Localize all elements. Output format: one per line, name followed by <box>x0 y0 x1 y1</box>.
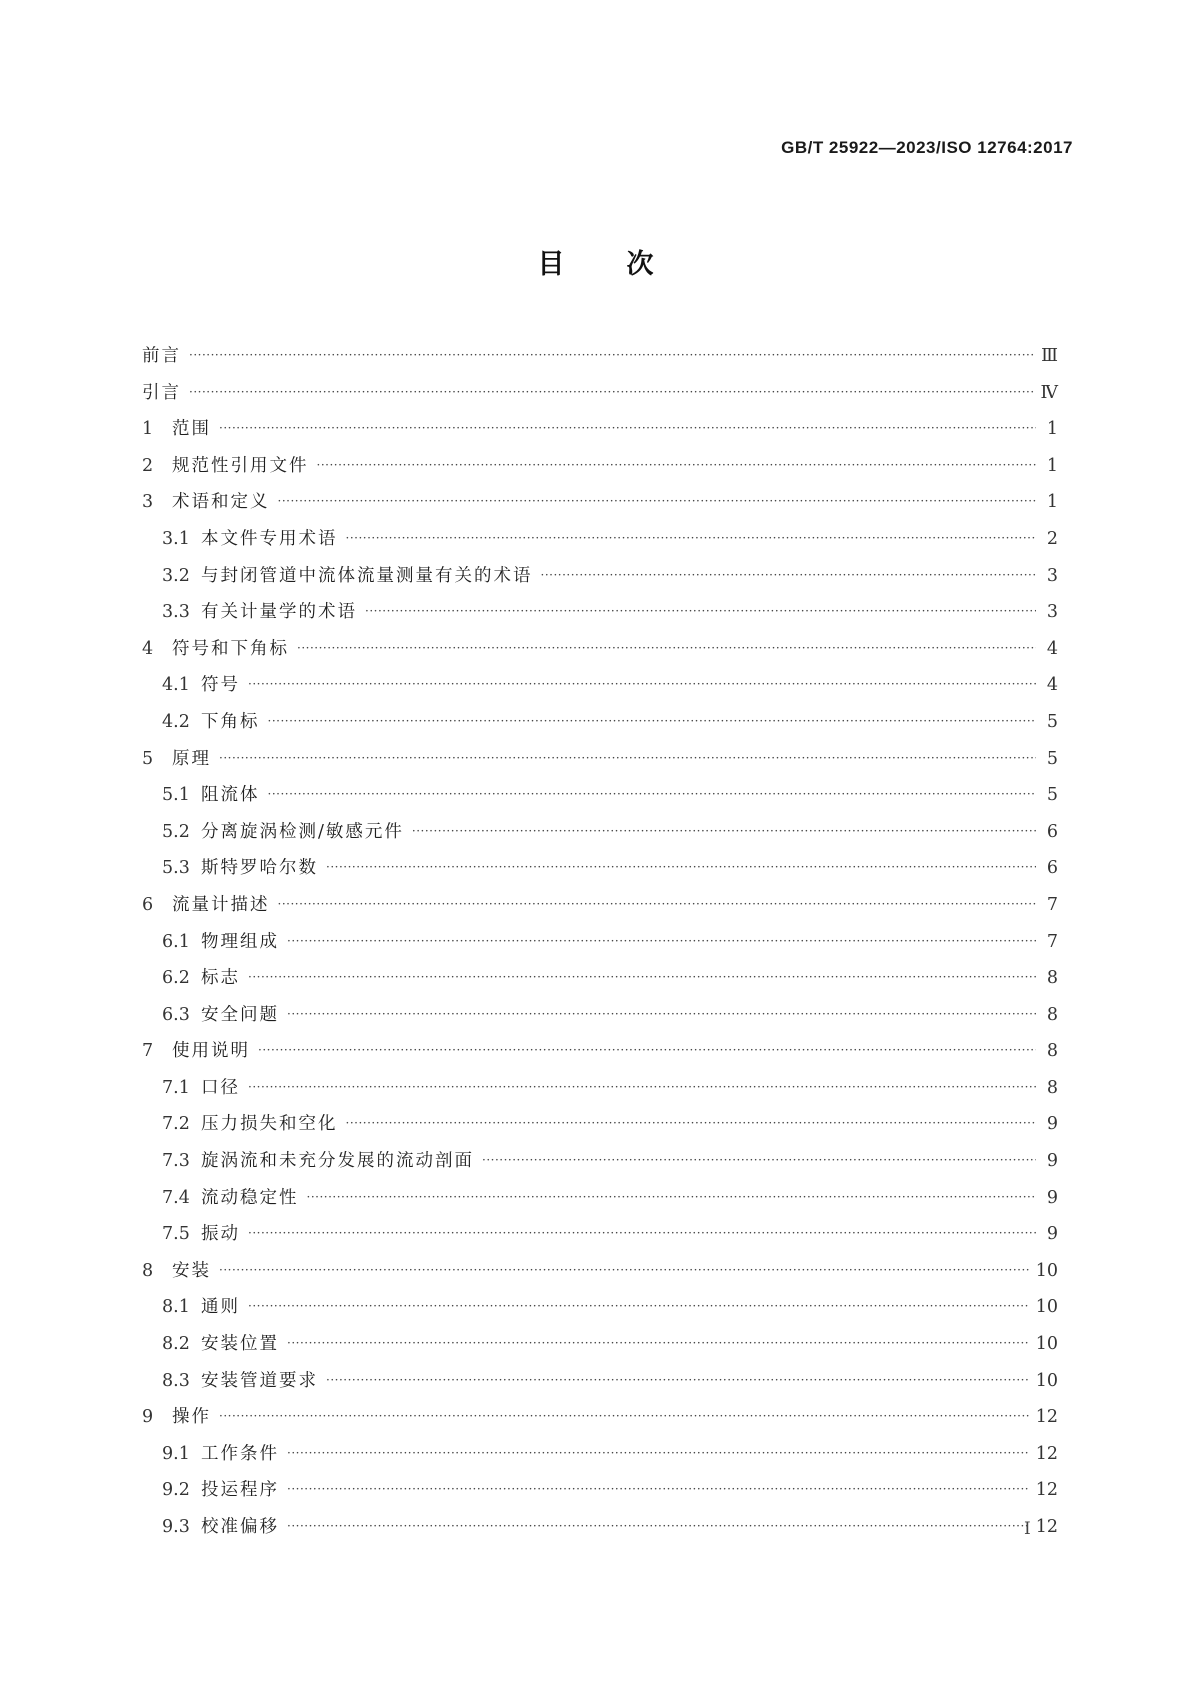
page-number: I <box>1024 1519 1031 1539</box>
toc-entry[interactable] <box>142 887 1058 924</box>
toc-dot-leader <box>297 630 1036 667</box>
toc-entry-page: 1 <box>1046 492 1058 513</box>
toc-entry[interactable] <box>142 1180 1058 1217</box>
toc-dot-leader <box>258 1032 1036 1069</box>
toc-dot-leader <box>268 776 1037 813</box>
toc-entry-page: Ⅲ <box>1041 346 1058 366</box>
toc-dot-leader <box>326 1362 1030 1399</box>
toc-entry-label: 安装管道要求 <box>201 1370 318 1391</box>
toc-entry-page: 12 <box>1035 1480 1058 1501</box>
toc-entry-number: 2 <box>142 455 154 476</box>
toc-entry[interactable] <box>142 1253 1058 1290</box>
toc-dot-leader <box>219 410 1036 447</box>
toc-entry[interactable] <box>142 924 1058 961</box>
toc-entry-number: 4.1 <box>162 675 190 696</box>
toc-dot-leader <box>189 337 1035 374</box>
toc-entry-page: Ⅳ <box>1040 382 1058 403</box>
toc-entry-page: 5 <box>1046 711 1058 732</box>
toc-entry-number: 5.3 <box>162 858 190 879</box>
toc-entry-page: 10 <box>1035 1370 1058 1391</box>
toc-entry-page: 7 <box>1046 931 1058 952</box>
toc-entry[interactable] <box>142 411 1058 448</box>
toc-entry-number: 8.1 <box>162 1297 190 1318</box>
toc-entry-number: 7.1 <box>162 1077 190 1098</box>
toc-dot-leader <box>541 557 1037 594</box>
toc-entry-label: 流动稳定性 <box>201 1187 299 1208</box>
toc-entry[interactable] <box>142 484 1058 521</box>
toc-dot-leader <box>317 447 1037 484</box>
toc-entry[interactable] <box>142 667 1058 704</box>
page-title: 目次 <box>537 249 716 280</box>
toc-entry-label: 本文件专用术语 <box>201 528 338 549</box>
toc-entry-number: 5.2 <box>162 821 190 842</box>
toc-entry-number: 7 <box>142 1041 154 1062</box>
toc-entry[interactable] <box>142 1289 1058 1326</box>
toc-entry-number: 7.5 <box>162 1224 190 1245</box>
toc-dot-leader <box>287 923 1036 960</box>
toc-entry-page: 9 <box>1046 1187 1058 1208</box>
toc-entry-label: 旋涡流和未充分发展的流动剖面 <box>201 1151 474 1172</box>
toc-entry-number: 6.3 <box>162 1004 190 1025</box>
toc-entry[interactable] <box>142 1509 1058 1546</box>
toc-entry[interactable] <box>142 814 1058 851</box>
toc-dot-leader <box>248 1288 1030 1325</box>
toc-entry-number: 7.3 <box>162 1151 190 1172</box>
toc-dot-leader <box>287 1471 1030 1508</box>
toc-entry-page: 10 <box>1035 1260 1058 1281</box>
toc-entry-label: 有关计量学的术语 <box>201 602 357 623</box>
toc-entry[interactable] <box>142 960 1058 997</box>
toc-entry-page: 8 <box>1046 1004 1058 1025</box>
toc-entry-label: 符号 <box>201 675 240 696</box>
toc-entry-page: 12 <box>1035 1443 1058 1464</box>
toc-entry-page: 9 <box>1046 1224 1058 1245</box>
toc-dot-leader <box>365 593 1036 630</box>
toc-entry-page: 9 <box>1046 1114 1058 1135</box>
toc-entry[interactable] <box>142 741 1058 778</box>
toc-entry-label: 术语和定义 <box>172 492 270 513</box>
toc-entry-page: 6 <box>1046 858 1058 879</box>
toc-entry-label: 安全问题 <box>201 1004 279 1025</box>
toc-entry-label: 通则 <box>201 1297 240 1318</box>
toc-entry[interactable] <box>142 1472 1058 1509</box>
toc-entry-page: 3 <box>1046 565 1058 586</box>
toc-entry-number: 9.2 <box>162 1480 190 1501</box>
toc-entry-page: 10 <box>1035 1297 1058 1318</box>
toc-entry-label: 分离旋涡检测/敏感元件 <box>201 821 404 842</box>
toc-entry-label: 引言 <box>142 382 181 403</box>
toc-entry-label: 振动 <box>201 1224 240 1245</box>
toc-entry-page: 8 <box>1046 1077 1058 1098</box>
toc-dot-leader <box>287 996 1036 1033</box>
toc-entry-page: 4 <box>1046 638 1058 659</box>
toc-entry-label: 口径 <box>201 1077 240 1098</box>
toc-dot-leader <box>248 1069 1036 1106</box>
toc-entry-page: 2 <box>1046 528 1058 549</box>
toc-dot-leader <box>219 1398 1030 1435</box>
toc-entry-label: 校准偏移 <box>201 1517 279 1537</box>
toc-entry[interactable] <box>142 1143 1058 1180</box>
toc-entry-page: 1 <box>1046 455 1058 476</box>
toc-entry-number: 6 <box>142 894 154 915</box>
toc-dot-leader <box>278 483 1037 520</box>
toc-entry-label: 规范性引用文件 <box>172 455 309 476</box>
toc-entry-page: 7 <box>1046 894 1058 915</box>
toc-dot-leader <box>482 1142 1036 1179</box>
toc-dot-leader <box>248 959 1036 996</box>
toc-dot-leader <box>326 849 1036 886</box>
toc-entry-page: 8 <box>1046 968 1058 989</box>
toc-dot-leader <box>219 1252 1030 1289</box>
toc-entry-label: 与封闭管道中流体流量测量有关的术语 <box>201 565 533 586</box>
standard-number: GB/T 25922—2023/ISO 12764:2017 <box>781 138 1073 157</box>
toc-entry-number: 4 <box>142 638 154 659</box>
toc-dot-leader <box>287 1435 1030 1472</box>
toc-entry-page: 4 <box>1046 675 1058 696</box>
toc-dot-leader <box>287 1508 1030 1545</box>
toc-entry-number: 5 <box>142 748 154 769</box>
toc-entry-number: 3 <box>142 492 154 513</box>
toc-entry-label: 标志 <box>201 968 240 989</box>
toc-entry[interactable] <box>142 1326 1058 1363</box>
toc-entry-number: 1 <box>142 419 154 440</box>
toc-entry-number: 8 <box>142 1260 154 1281</box>
toc-entry-number: 3.1 <box>162 528 190 549</box>
toc-entry-number: 3.2 <box>162 565 190 586</box>
toc-entry[interactable] <box>142 1070 1058 1107</box>
toc-entry-number: 4.2 <box>162 711 190 732</box>
toc-entry[interactable] <box>142 777 1058 814</box>
toc-entry-label: 安装位置 <box>201 1334 279 1355</box>
toc-entry-label: 符号和下角标 <box>172 638 289 659</box>
toc-dot-leader <box>219 740 1036 777</box>
toc-entry-page: 9 <box>1046 1151 1058 1172</box>
toc-entry[interactable] <box>142 1436 1058 1473</box>
toc-entry-page: 5 <box>1046 748 1058 769</box>
toc-entry-number: 8.2 <box>162 1334 190 1355</box>
toc-entry-label: 斯特罗哈尔数 <box>201 858 318 879</box>
toc-entry-number: 3.3 <box>162 602 190 623</box>
toc-entry-page: 6 <box>1046 821 1058 842</box>
toc-entry-number: 9.3 <box>162 1517 190 1537</box>
toc-dot-leader <box>248 666 1036 703</box>
toc-entry-label: 工作条件 <box>201 1443 279 1464</box>
toc-entry-page: 12 <box>1035 1517 1058 1537</box>
toc-dot-leader <box>268 703 1037 740</box>
toc-entry-label: 阻流体 <box>201 785 260 806</box>
toc-entry[interactable] <box>142 1033 1058 1070</box>
toc-dot-leader <box>287 1325 1030 1362</box>
toc-entry-label: 压力损失和空化 <box>201 1114 338 1135</box>
toc-entry[interactable] <box>142 594 1058 631</box>
toc-entry-label: 流量计描述 <box>172 894 270 915</box>
toc-entry-number: 9.1 <box>162 1443 190 1464</box>
toc-entry[interactable] <box>142 448 1058 485</box>
toc-dot-leader <box>346 1105 1037 1142</box>
toc-entry[interactable] <box>142 375 1058 412</box>
toc-entry-label: 下角标 <box>201 711 260 732</box>
toc-dot-leader <box>346 520 1037 557</box>
toc-entry-label: 使用说明 <box>172 1041 250 1062</box>
toc-entry-label: 范围 <box>172 419 211 440</box>
toc-entry[interactable] <box>142 558 1058 595</box>
toc-entry-page: 3 <box>1046 602 1058 623</box>
toc-entry[interactable] <box>142 1399 1058 1436</box>
toc-entry-page: 8 <box>1046 1041 1058 1062</box>
toc-entry[interactable] <box>142 631 1058 668</box>
toc-dot-leader <box>412 813 1036 850</box>
toc-entry[interactable] <box>142 997 1058 1034</box>
table-of-contents <box>142 338 1058 1546</box>
toc-entry-page: 5 <box>1046 785 1058 806</box>
toc-entry[interactable] <box>142 1106 1058 1143</box>
toc-dot-leader <box>248 1215 1036 1252</box>
toc-entry-label: 投运程序 <box>201 1480 279 1501</box>
toc-entry-label: 物理组成 <box>201 931 279 952</box>
toc-entry-label: 前言 <box>142 346 181 366</box>
toc-entry[interactable] <box>142 1216 1058 1253</box>
toc-entry-number: 5.1 <box>162 785 190 806</box>
toc-entry-number: 6.2 <box>162 968 190 989</box>
toc-entry-label: 原理 <box>172 748 211 769</box>
toc-dot-leader <box>307 1179 1037 1216</box>
toc-dot-leader <box>278 886 1037 923</box>
toc-entry-number: 9 <box>142 1407 154 1428</box>
toc-entry-page: 10 <box>1035 1334 1058 1355</box>
toc-dot-leader <box>189 374 1035 411</box>
toc-entry-label: 安装 <box>172 1260 211 1281</box>
toc-entry[interactable] <box>142 704 1058 741</box>
toc-entry-label: 操作 <box>172 1407 211 1428</box>
toc-entry-page: 1 <box>1046 419 1058 440</box>
toc-entry-number: 7.2 <box>162 1114 190 1135</box>
toc-entry-number: 8.3 <box>162 1370 190 1391</box>
toc-entry-page: 12 <box>1035 1407 1058 1428</box>
toc-entry[interactable] <box>142 850 1058 887</box>
toc-entry-number: 7.4 <box>162 1187 190 1208</box>
toc-entry[interactable] <box>142 338 1058 375</box>
toc-entry[interactable] <box>142 1363 1058 1400</box>
toc-entry-number: 6.1 <box>162 931 190 952</box>
toc-entry[interactable] <box>142 521 1058 558</box>
